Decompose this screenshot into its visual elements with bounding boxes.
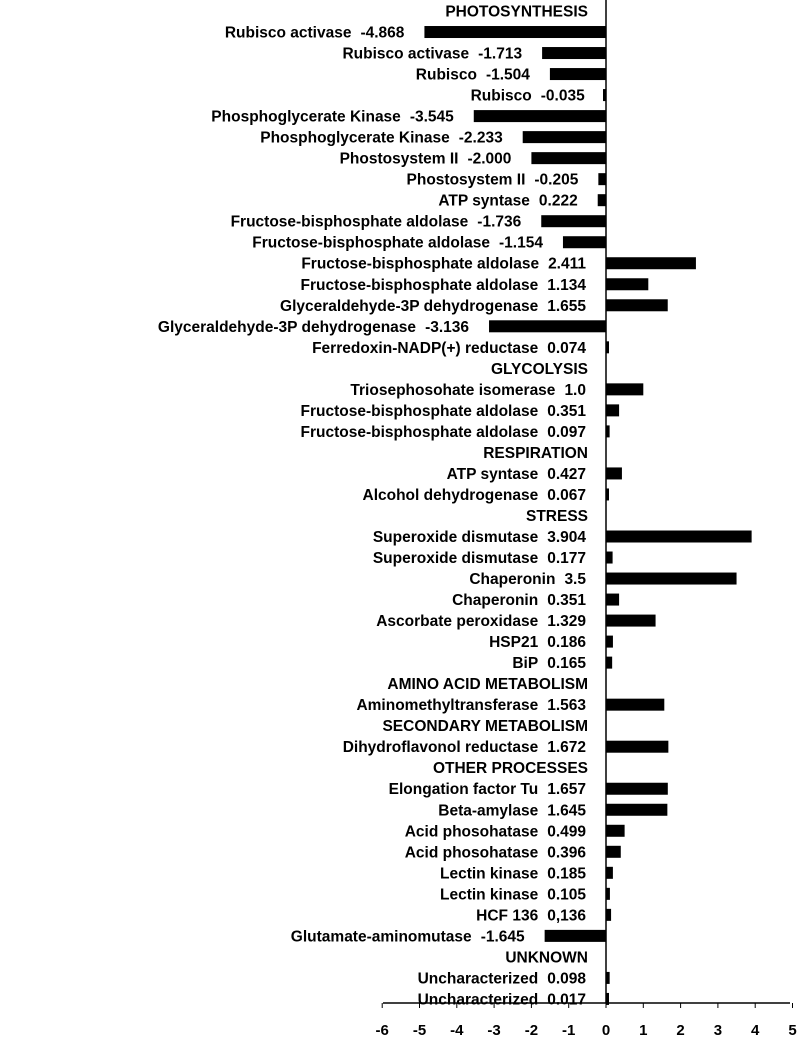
x-tick-label: 2 bbox=[676, 1022, 685, 1039]
bar-name: HCF 136 bbox=[476, 907, 539, 925]
bar bbox=[545, 930, 606, 942]
bar-value-label: 0.074 bbox=[547, 339, 586, 357]
bar bbox=[606, 825, 625, 837]
bar-value-label: 0.427 bbox=[547, 465, 586, 483]
x-tick-label: -2 bbox=[524, 1022, 539, 1039]
bar-label bbox=[416, 67, 530, 84]
category-header: SECONDARY METABOLISM bbox=[382, 718, 588, 736]
bar-label bbox=[211, 109, 454, 126]
bar-name: ATP syntase bbox=[438, 192, 530, 210]
bar-value-label: -3.136 bbox=[425, 318, 470, 336]
bar-label bbox=[476, 907, 586, 924]
bar-name: Glyceraldehyde-3P dehydrogenase bbox=[157, 318, 417, 336]
bar-value-label: -0.035 bbox=[540, 87, 585, 105]
bar-name: Chaperonin bbox=[469, 571, 556, 589]
bar bbox=[606, 846, 621, 858]
bar-name: Rubisco activase bbox=[224, 24, 352, 42]
bar-name: Rubisco bbox=[415, 66, 477, 84]
bar-name: Alcohol dehydrogenase bbox=[362, 486, 539, 504]
x-tick-label: 5 bbox=[788, 1022, 797, 1039]
bar bbox=[606, 299, 668, 311]
bar-value-label: 0.017 bbox=[547, 991, 586, 1009]
bar-value-label: 0.097 bbox=[547, 423, 586, 441]
bar bbox=[606, 657, 612, 669]
bar-value-label: 1.672 bbox=[547, 739, 586, 757]
bar-name: Rubisco activase bbox=[342, 45, 470, 63]
bar bbox=[606, 741, 668, 753]
bar-value-label: 2.411 bbox=[548, 255, 586, 273]
bar-value-label: -1.736 bbox=[477, 213, 522, 231]
bar bbox=[606, 594, 619, 606]
bar-label bbox=[291, 928, 525, 945]
bar-name: Ascorbate peroxidase bbox=[376, 613, 539, 631]
bar-name: Superoxide dismutase bbox=[372, 550, 539, 568]
bar-name: Fructose-bisphosphate aldolase bbox=[300, 276, 539, 294]
bar-value-label: 0.177 bbox=[547, 550, 586, 568]
bar-label bbox=[280, 298, 586, 315]
bar-name: Acid phosohatase bbox=[404, 844, 539, 862]
category-header: STRESS bbox=[525, 507, 588, 525]
bar-label bbox=[300, 403, 586, 420]
bar-name: Fructose-bisphosphate aldolase bbox=[300, 423, 539, 441]
bar-value-label: -1.504 bbox=[485, 66, 530, 84]
bar-name: Acid phosohatase bbox=[404, 823, 539, 841]
bar-value-label: 1.655 bbox=[547, 297, 586, 315]
bar-label bbox=[373, 550, 586, 567]
bar-label bbox=[418, 970, 587, 987]
bar-label bbox=[252, 235, 543, 252]
category-header: OTHER PROCESSES bbox=[432, 760, 588, 778]
bar bbox=[606, 615, 656, 627]
bar-name: Beta-amylase bbox=[438, 802, 539, 820]
bar bbox=[606, 383, 643, 395]
bar-name: Elongation factor Tu bbox=[388, 781, 539, 799]
bar bbox=[523, 131, 606, 143]
bar-name: Chaperonin bbox=[452, 592, 539, 610]
bar-value-label: 0.105 bbox=[547, 886, 586, 904]
category-header: AMINO ACID METABOLISM bbox=[387, 676, 588, 694]
chart-rows bbox=[158, 4, 752, 1009]
x-tick-label: -3 bbox=[487, 1022, 501, 1039]
bar-name: HSP21 bbox=[489, 634, 539, 652]
bar-value-label: 1.134 bbox=[547, 276, 586, 294]
bar-value-label: -2.000 bbox=[467, 150, 512, 168]
bar-name: ATP syntase bbox=[446, 465, 539, 483]
bar-value-label: 0.351 bbox=[547, 592, 586, 610]
bar bbox=[606, 467, 622, 479]
bar-label bbox=[452, 592, 586, 609]
bar-value-label: 0.185 bbox=[547, 865, 586, 883]
bar-name: Aminomethyltransferase bbox=[356, 697, 539, 715]
bar-label bbox=[363, 487, 587, 504]
bar-label bbox=[405, 823, 587, 840]
bar-value-label: 1.563 bbox=[547, 697, 586, 715]
bar bbox=[598, 173, 606, 185]
bar-value-label: 0.396 bbox=[547, 844, 586, 862]
bar-value-label: 1.329 bbox=[547, 613, 586, 631]
bar-label bbox=[447, 466, 586, 483]
bar-label bbox=[471, 88, 585, 105]
bar-name: Rubisco bbox=[470, 87, 532, 105]
bar bbox=[541, 215, 606, 227]
bar-label bbox=[158, 319, 470, 336]
bar-value-label: 1.0 bbox=[564, 381, 586, 399]
bar-value-label: -1.713 bbox=[478, 45, 523, 63]
bar bbox=[606, 257, 696, 269]
bar bbox=[563, 236, 606, 248]
bar-label bbox=[389, 781, 586, 798]
bar-label bbox=[343, 739, 586, 756]
x-tick-label: 1 bbox=[639, 1022, 648, 1039]
bar-value-label: 3.904 bbox=[547, 529, 586, 546]
bar-label bbox=[260, 130, 503, 147]
bar-label bbox=[312, 340, 586, 357]
bar bbox=[606, 573, 737, 585]
category-header: PHOTOSYNTHESIS bbox=[445, 3, 588, 21]
bar-label bbox=[225, 25, 405, 42]
bar bbox=[606, 867, 613, 879]
bar-label bbox=[440, 886, 586, 903]
bar-value-label: 0.165 bbox=[547, 655, 586, 673]
x-tick-label: -1 bbox=[562, 1022, 576, 1039]
bar-label bbox=[469, 571, 586, 588]
bar-label bbox=[300, 277, 586, 294]
bar-value-label: 3.5 bbox=[564, 571, 586, 589]
bar-name: Fructose-bisphosphate aldolase bbox=[301, 255, 540, 273]
bar-label bbox=[356, 697, 586, 714]
bar-name: Phostosystem II bbox=[339, 150, 459, 168]
bar-value-label: 1.657 bbox=[547, 781, 586, 799]
bar-label bbox=[407, 172, 579, 189]
bar-name: Phosphoglycerate Kinase bbox=[260, 129, 450, 147]
bar-name: Glutamate-aminomutase bbox=[290, 928, 472, 946]
bar bbox=[606, 552, 613, 564]
bar bbox=[424, 26, 606, 38]
bar-value-label: -2.233 bbox=[458, 129, 503, 147]
bar-name: Triosephosohate isomerase bbox=[350, 381, 556, 399]
bar-label bbox=[300, 424, 586, 441]
bar-label bbox=[350, 382, 586, 399]
bar bbox=[542, 47, 606, 59]
bar-label bbox=[418, 991, 586, 1008]
bar-value-label: 0,136 bbox=[547, 907, 586, 925]
bar-name: Fructose-bisphosphate aldolase bbox=[230, 213, 469, 231]
category-header: UNKNOWN bbox=[505, 949, 588, 967]
bar bbox=[606, 909, 611, 921]
bar-name: Glyceraldehyde-3P dehydrogenase bbox=[280, 297, 539, 315]
bar-name: Ferredoxin-NADP(+) reductase bbox=[312, 339, 539, 357]
x-tick-label: -5 bbox=[412, 1022, 427, 1039]
bar-value-label: -1.645 bbox=[480, 928, 525, 946]
bar-value-label: 0.222 bbox=[538, 192, 578, 210]
bar-value-label: 0.351 bbox=[547, 402, 586, 420]
bar bbox=[606, 804, 667, 816]
x-tick-label: -4 bbox=[450, 1022, 464, 1039]
bar bbox=[606, 636, 613, 648]
bar-value-label: -4.868 bbox=[360, 24, 405, 42]
bar-value-label: -1.154 bbox=[499, 234, 543, 252]
bar-label bbox=[438, 193, 577, 210]
bar-name: Lectin kinase bbox=[439, 886, 539, 904]
bar-label bbox=[440, 865, 586, 882]
bar-label bbox=[405, 844, 587, 861]
bar-name: Superoxide dismutase bbox=[372, 529, 539, 546]
bar bbox=[598, 194, 606, 206]
bar-label bbox=[231, 214, 522, 231]
bar-value-label: -3.545 bbox=[409, 108, 454, 126]
bar-name: BiP bbox=[512, 655, 539, 673]
bar bbox=[606, 699, 664, 711]
bar-value-label: 0.499 bbox=[547, 823, 586, 841]
bar-label bbox=[512, 655, 586, 672]
bar-value-label: 1.645 bbox=[547, 802, 586, 820]
bar-label bbox=[342, 46, 522, 63]
bar-name: Dihydroflavonol reductase bbox=[342, 739, 539, 757]
bar bbox=[489, 320, 606, 332]
x-tick-label: 3 bbox=[713, 1022, 723, 1039]
category-header: GLYCOLYSIS bbox=[490, 360, 588, 378]
bar-name: Phosphoglycerate Kinase bbox=[211, 108, 401, 126]
bar-label bbox=[489, 634, 586, 651]
bar-name: Uncharacterized bbox=[417, 970, 539, 988]
bar-name: Lectin kinase bbox=[439, 865, 539, 883]
bar-name: Phostosystem II bbox=[406, 171, 526, 189]
bar-label bbox=[438, 802, 586, 819]
bar-value-label: 0.186 bbox=[547, 634, 586, 652]
bar-label bbox=[373, 529, 587, 546]
bar bbox=[606, 278, 648, 290]
x-tick-label: -6 bbox=[375, 1022, 389, 1039]
bar bbox=[606, 404, 619, 416]
bar-label bbox=[301, 256, 586, 273]
category-header: RESPIRATION bbox=[483, 444, 588, 462]
bar bbox=[550, 68, 606, 80]
bar bbox=[531, 152, 606, 164]
bar-name: Uncharacterized bbox=[417, 991, 539, 1009]
bar-value-label: 0.067 bbox=[547, 486, 586, 504]
bar bbox=[606, 783, 668, 795]
bar-label bbox=[340, 151, 512, 168]
bar bbox=[606, 531, 752, 543]
x-tick-label: 0 bbox=[601, 1022, 611, 1039]
bar-label bbox=[376, 613, 586, 630]
bar-name: Fructose-bisphosphate aldolase bbox=[300, 402, 539, 420]
x-tick-label: 4 bbox=[751, 1022, 760, 1039]
bar-value-label: 0.098 bbox=[547, 970, 586, 988]
bar bbox=[474, 110, 606, 122]
bar-name: Fructose-bisphosphate aldolase bbox=[252, 234, 491, 252]
bar-value-label: -0.205 bbox=[534, 171, 579, 189]
